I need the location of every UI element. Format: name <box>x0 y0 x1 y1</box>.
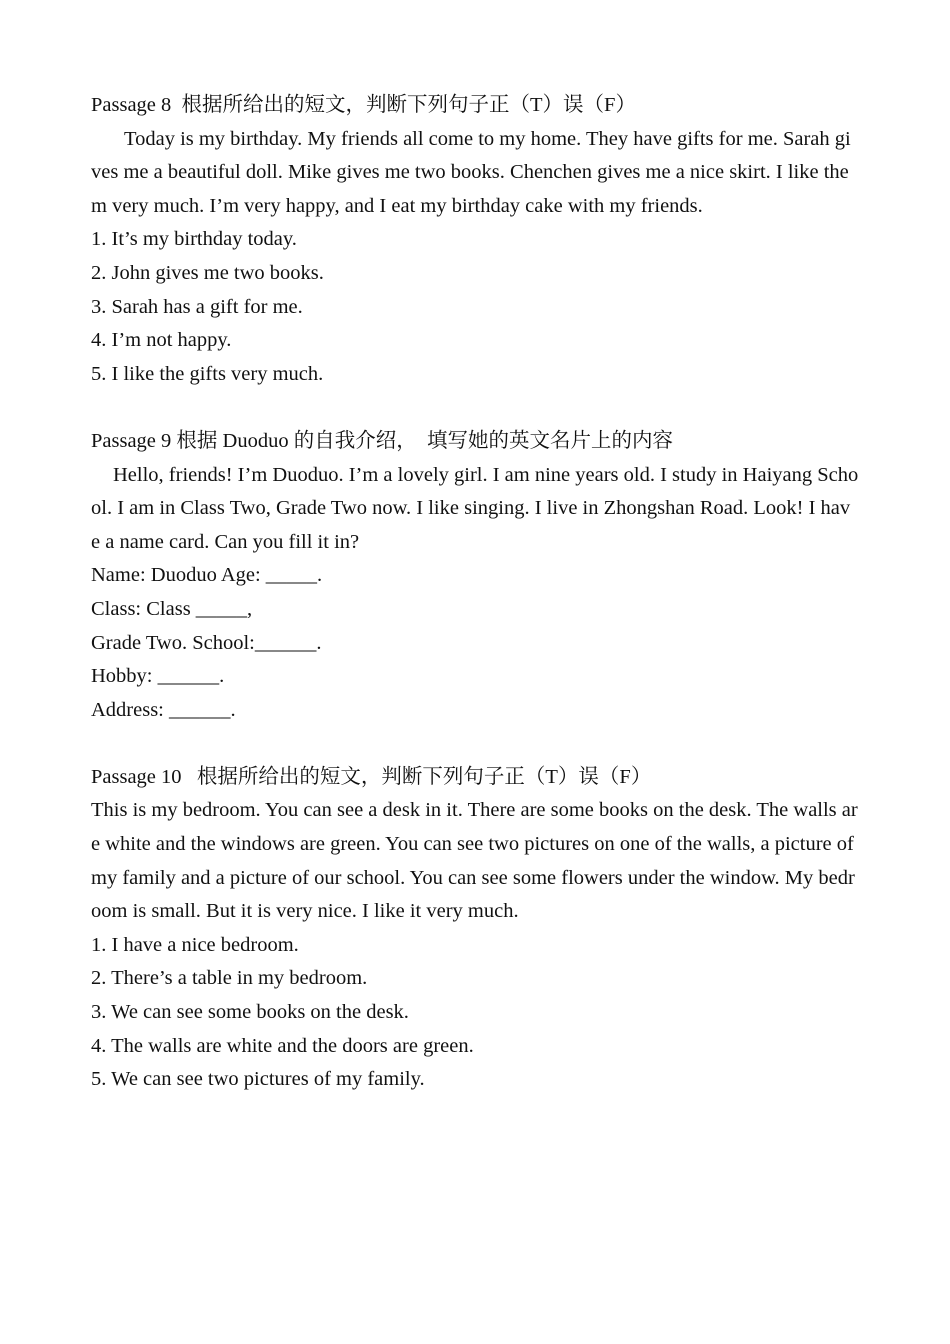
passage-8-heading: Passage 8 根据所给出的短文，判断下列句子正（T）误（F） <box>91 94 636 116</box>
name-card-line-name-age: Name: Duoduo Age: _____. <box>91 564 323 587</box>
section-gap <box>91 727 859 761</box>
passage-8-statement-4: 4. I’m not happy. <box>91 329 232 352</box>
passage-10-statement-2: 2. There’s a table in my bedroom. <box>91 967 368 990</box>
name-card-line-address: Address: ______. <box>91 698 236 721</box>
passage-8-statement-3: 3. Sarah has a gift for me. <box>91 295 303 318</box>
passage-8 <box>91 89 859 391</box>
passage-10-statement-1: 1. I have a nice bedroom. <box>91 933 299 956</box>
passage-8-text: Today is my birthday. My friends all come to my home. They have gifts for me. Sarah gives me a beautiful doll. Mike gives me two books. Chenchen gives me a nice skirt. I like them very much. I’m very happy, and I eat my birthday cake with my friends. <box>91 127 851 217</box>
passage-9-text: Hello, friends! I’m Duoduo. I’m a lovely girl. I am nine years old. I study in Haiyang School. I am in Class Two, Grade Two now. I like singing. I live in Zhongshan Road. Look! I have a name card. Can you fill it in? <box>91 463 859 553</box>
passage-8-statement-2: 2. John gives me two books. <box>91 261 324 284</box>
passage-10-statement-5: 5. We can see two pictures of my family. <box>91 1068 425 1091</box>
passage-10 <box>91 761 859 1097</box>
passage-8-statement-1: 1. It’s my birthday today. <box>91 228 297 251</box>
section-gap <box>91 391 859 425</box>
passage-10-text: This is my bedroom. You can see a desk in it. There are some books on the desk. The walls are white and the windows are green. You can see two pictures on one of the walls, a picture of my family and a picture of our school. You can see some flowers under the window. My bedroom is small. But it is very nice. I like it very much. <box>91 799 858 923</box>
passage-10-heading: Passage 10 根据所给出的短文，判断下列句子正（T）误（F） <box>91 765 652 788</box>
passage-9 <box>91 425 859 727</box>
passage-10-statement-4: 4. The walls are white and the doors are green. <box>91 1034 474 1057</box>
name-card-line-class: Class: Class _____, <box>91 597 253 620</box>
name-card-line-grade-school: Grade Two. School:______. <box>91 631 322 654</box>
name-card-line-hobby: Hobby: ______. <box>91 665 225 688</box>
passage-10-statement-3: 3. We can see some books on the desk. <box>91 1001 409 1024</box>
document-content <box>91 89 859 1097</box>
passage-9-heading: Passage 9 根据 Duoduo 的自我介绍， 填写她的英文名片上的内容 <box>91 429 673 452</box>
passage-8-statement-5: 5. I like the gifts very much. <box>91 362 324 385</box>
